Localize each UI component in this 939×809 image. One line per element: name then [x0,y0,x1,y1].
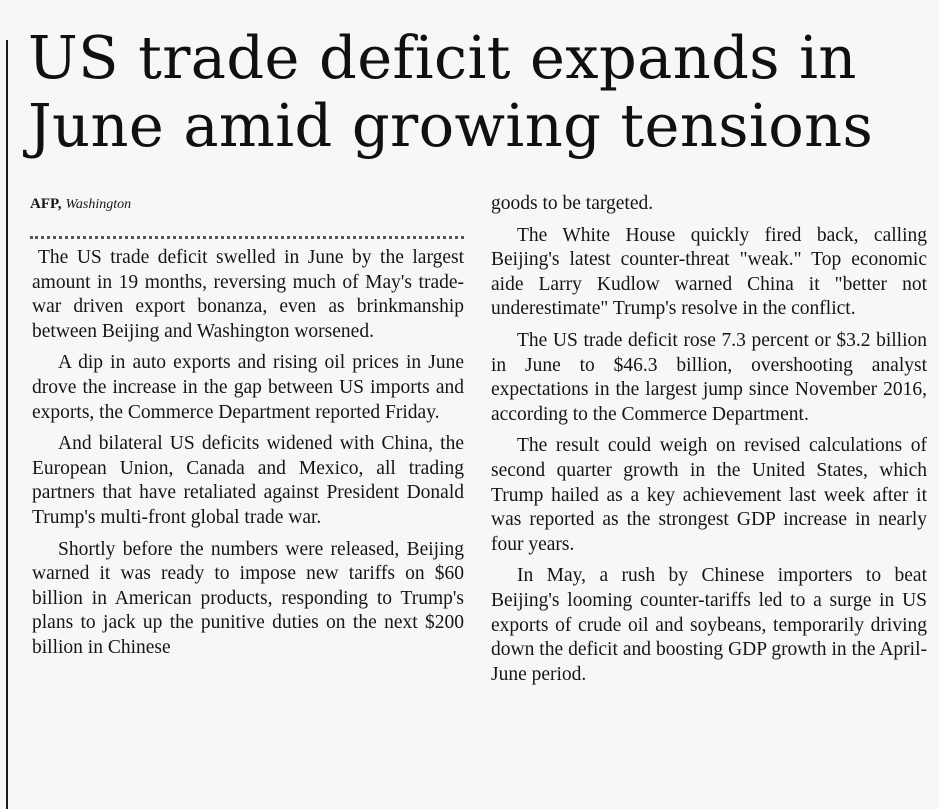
paragraph: The result could weigh on revised calculations of second quarter growth in the United States, which Trump hailed as a key achievement last week after it was reported as the strongest GDP increase in nearly four years. [491,435,927,555]
byline-agency: AFP, [30,196,62,212]
paragraph: In May, a rush by Chinese importers to beat Beijing's looming counter-tariffs led to a surge in US exports of crude oil and soybeans, temporarily driving down the deficit and boosting GDP growth in the April-June period. [491,565,927,685]
dotted-separator [30,236,464,239]
paragraph: The US trade deficit swelled in June by the largest amount in 19 months, reversing much of May's trade-war driven export bonanza, even as brinkmanship between Beijing and Washington worsened. [32,247,464,342]
byline-dateline: Washington [65,197,132,212]
paragraph: Shortly before the numbers were released, Beijing warned it was ready to impose new tariffs on $60 billion in American products, responding to Trump's plans to jack up the punitive duties on the next $200 billion in Chinese [32,538,464,658]
article-column-left [32,246,464,668]
headline-line-1: US trade deficit expands in [28,23,857,92]
paragraph: The US trade deficit rose 7.3 percent or $3.2 billion in June to $46.3 billion, overshooting analyst expectations in the largest jump since November 2016, according to the Commerce Department. [491,329,927,425]
headline-line-2: June amid growing tensions [28,91,874,160]
paragraph-continued: goods to be targeted. [491,193,654,214]
article-column-right [491,192,927,694]
paragraph: The White House quickly fired back, calling Beijing's latest counter-threat "weak." Top economic aide Larry Kudlow warned China it "better not underestimate" Trump's resolve in the conflict. [491,224,927,320]
paragraph: And bilateral US deficits widened with China, the European Union, Canada and Mexico, all trading partners that have retaliated against President Donald Trump's multi-front global trade war. [32,433,464,528]
paragraph: A dip in auto exports and rising oil prices in June drove the increase in the gap between US imports and exports, the Commerce Department reported Friday. [32,352,464,423]
column-rule [6,40,8,809]
byline [30,194,131,215]
headline [28,24,938,160]
